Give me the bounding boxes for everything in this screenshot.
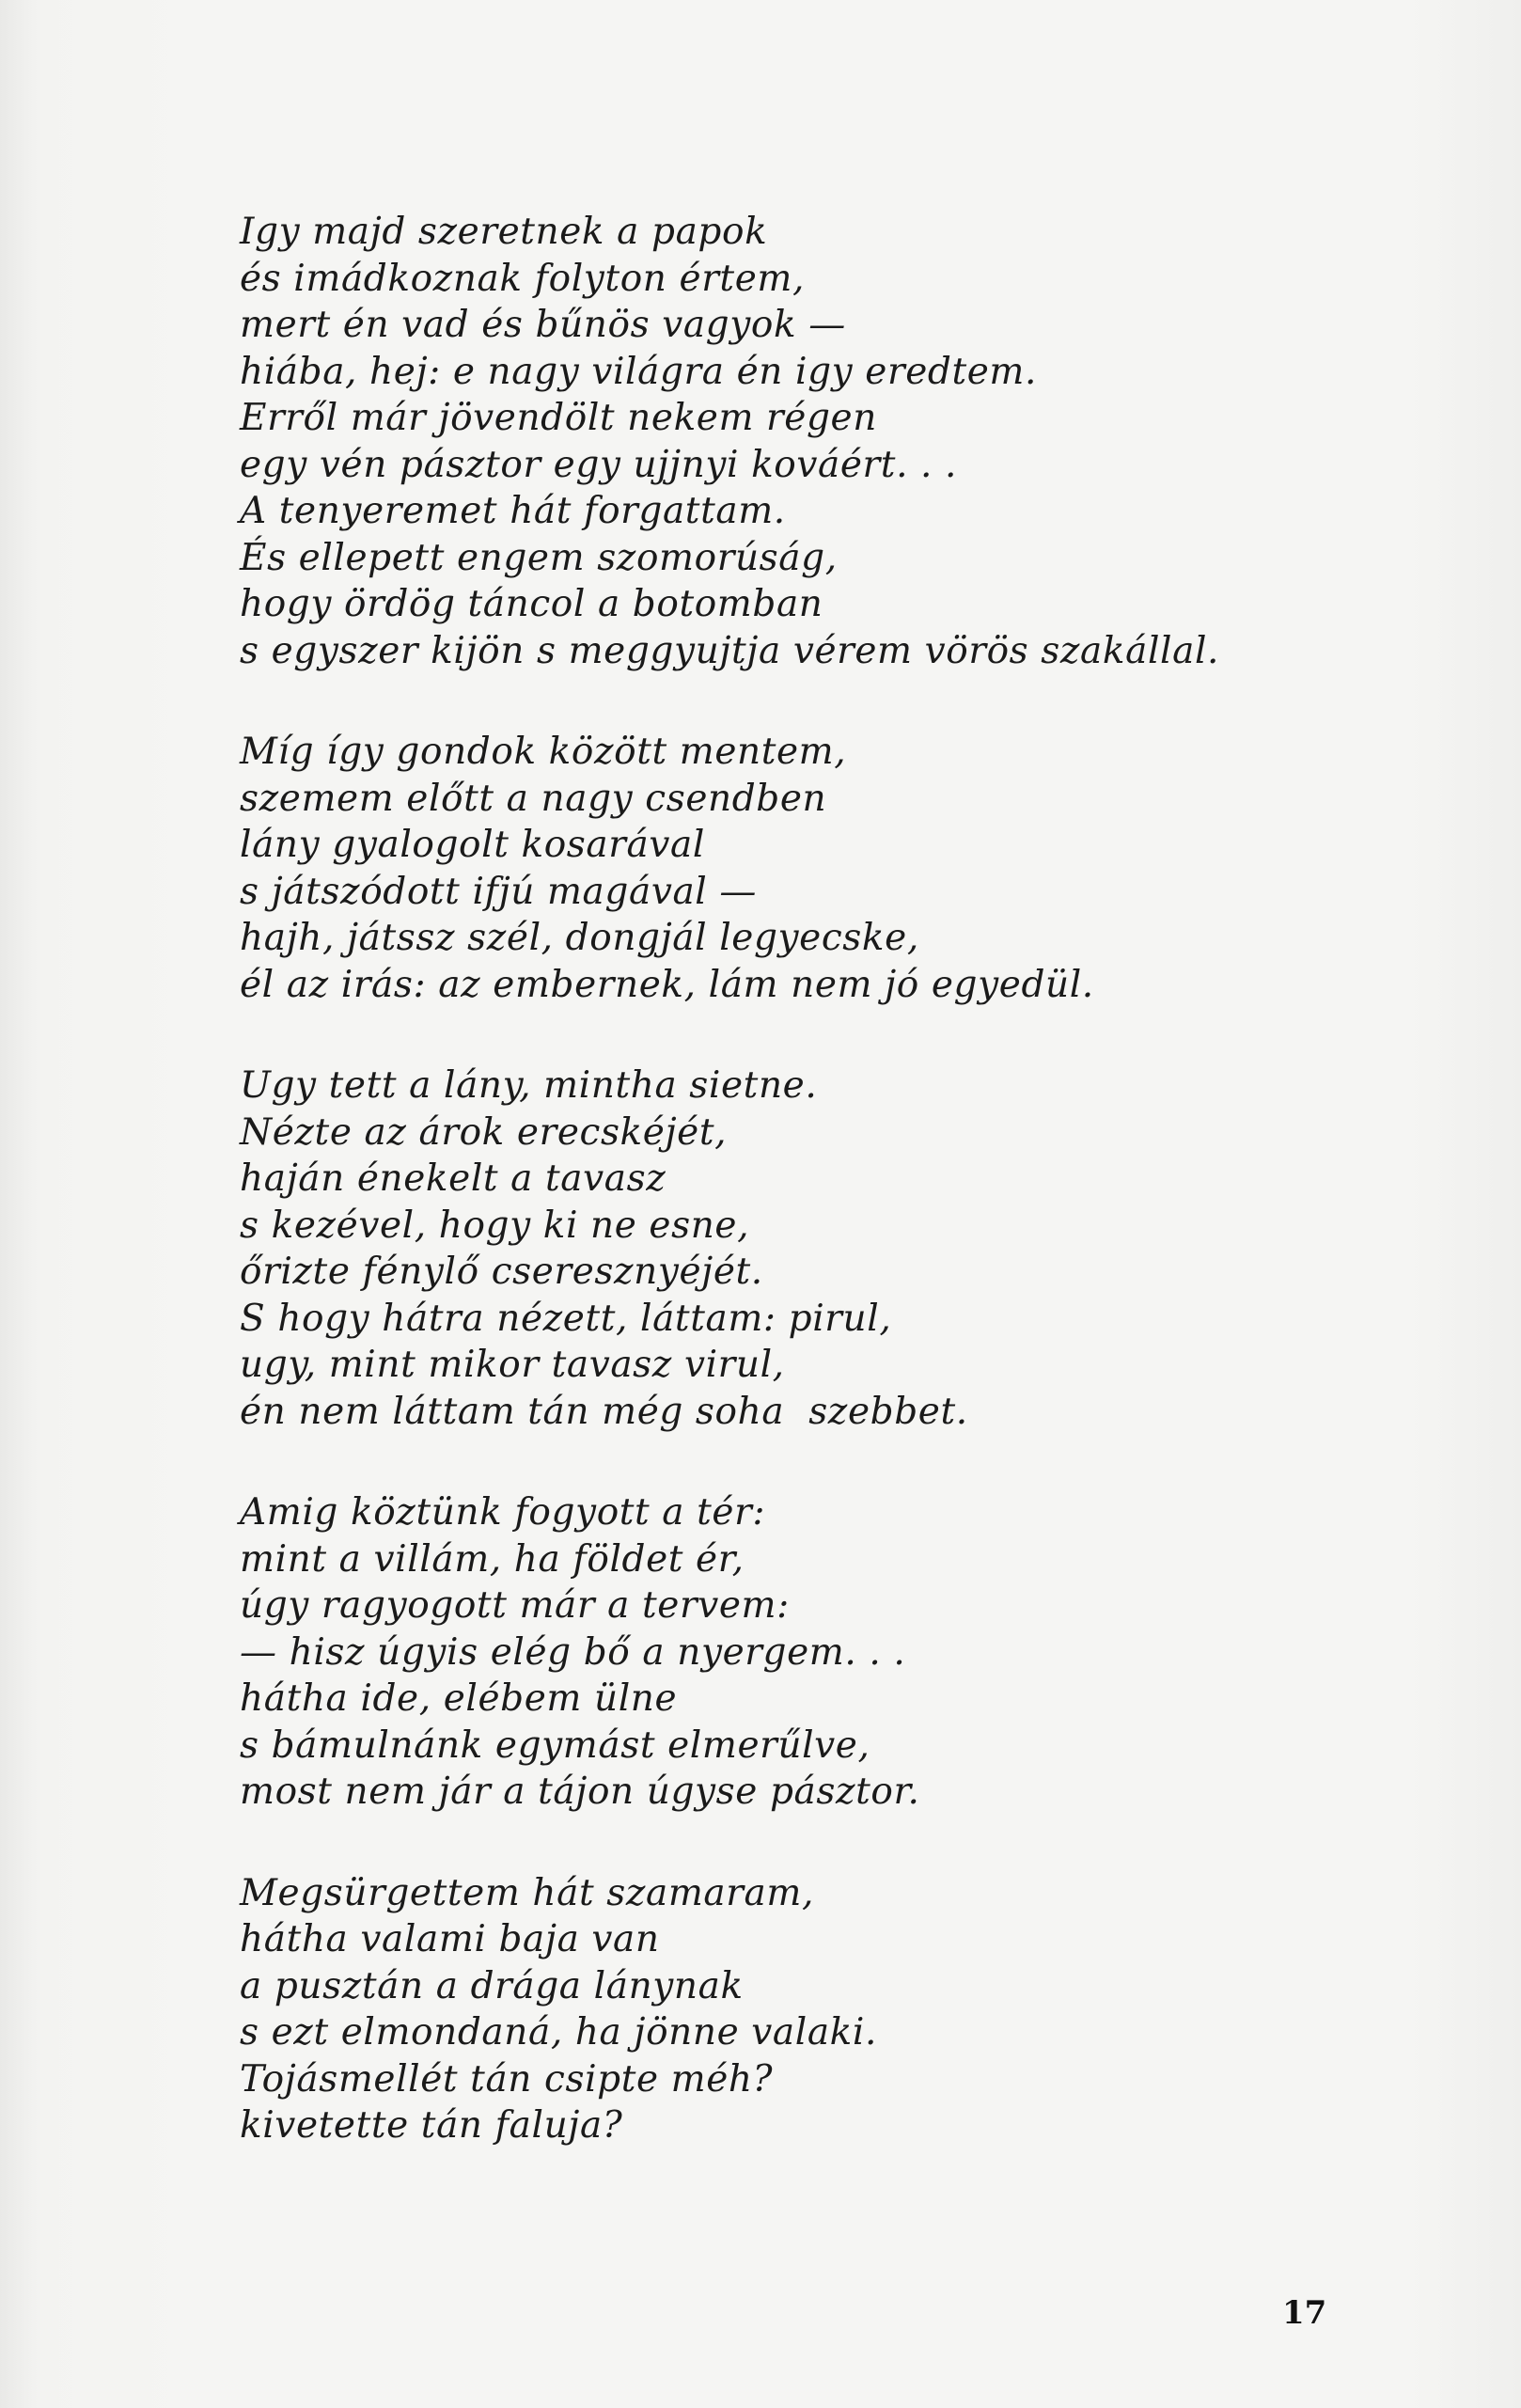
poem-line: És ellepett engem szomorúság, — [240, 536, 838, 579]
poem-line: hogy ördög táncol a botomban — [240, 583, 823, 625]
poem-line: A tenyeremet hát forgattam. — [240, 490, 786, 532]
poem-line: ugy, mint mikor tavasz virul, — [240, 1344, 785, 1386]
poem-line: s egyszer kijön s meggyujtja vérem vörös szakállal. — [240, 629, 1220, 672]
poem-line: őrizte fénylő cseresznyéjét. — [240, 1251, 763, 1293]
stanza-5 — [240, 1870, 1462, 2149]
poem-text — [240, 209, 1462, 2204]
poem-line: s bámulnánk egymást elmerűlve, — [240, 1723, 870, 1767]
stanza-4 — [240, 1489, 1462, 1816]
poem-line: mint a villám, ha földet ér, — [240, 1537, 745, 1581]
poem-line: Ugy tett a lány, mintha sietne. — [240, 1064, 818, 1107]
stanza-3 — [240, 1062, 1462, 1435]
poem-line: hátha valami baja van — [240, 1918, 660, 1960]
poem-line: Amig köztünk fogyott a tér: — [240, 1491, 766, 1534]
poem-line: Igy majd szeretnek a papok — [240, 211, 768, 253]
poem-line: és imádkoznak folyton értem, — [240, 257, 805, 300]
poem-line: mert én vad és bűnös vagyok — — [240, 304, 846, 346]
poem-line: Míg így gondok között mentem, — [240, 731, 847, 773]
poem-line: hátha ide, elébem ülne — [240, 1677, 678, 1720]
poem-line: Nézte az árok erecskéjét, — [240, 1110, 728, 1154]
poem-line: szemem előtt a nagy csendben — [240, 777, 827, 820]
poem-line: a pusztán a drága lánynak — [240, 1964, 744, 2007]
poem-line: hajh, játssz szél, dongjál legyecske, — [240, 917, 919, 959]
poem-line: Tojásmellét tán csipte méh? — [240, 2057, 774, 2101]
poem-line: él az irás: az embernek, lám nem jó egyedül. — [240, 963, 1094, 1006]
poem-line: úgy ragyogott már a tervem: — [240, 1584, 790, 1627]
poem-line: kivetette tán faluja? — [240, 2104, 623, 2147]
page-number: 17 — [1282, 2294, 1327, 2332]
poem-line: én nem láttam tán még soha szebbet. — [240, 1390, 968, 1433]
poem-line: S hogy hátra nézett, láttam: pirul, — [240, 1297, 892, 1340]
poem-line: Megsürgettem hát szamaram, — [240, 1871, 814, 1914]
poem-line: most nem jár a tájon úgyse pásztor. — [240, 1771, 920, 1813]
poem-line: — hisz úgyis elég bő a nyergem. . . — [240, 1630, 906, 1674]
poem-line: Erről már jövendölt nekem régen — [240, 397, 877, 439]
poem-line: egy vén pásztor egy ujjnyi kováért. . . — [240, 443, 958, 486]
poem-line: haján énekelt a tavasz — [240, 1157, 666, 1200]
poem-line: hiába, hej: e nagy világra én igy eredtem. — [240, 350, 1037, 393]
stanza-2 — [240, 729, 1462, 1008]
poem-line: lány gyalogolt kosarával — [240, 824, 705, 866]
poem-line: s játszódott ifjú magával — — [240, 870, 757, 913]
stanza-1 — [240, 209, 1462, 674]
poem-line: s ezt elmondaná, ha jönne valaki. — [240, 2011, 877, 2054]
poem-line: s kezével, hogy ki ne esne, — [240, 1204, 750, 1247]
